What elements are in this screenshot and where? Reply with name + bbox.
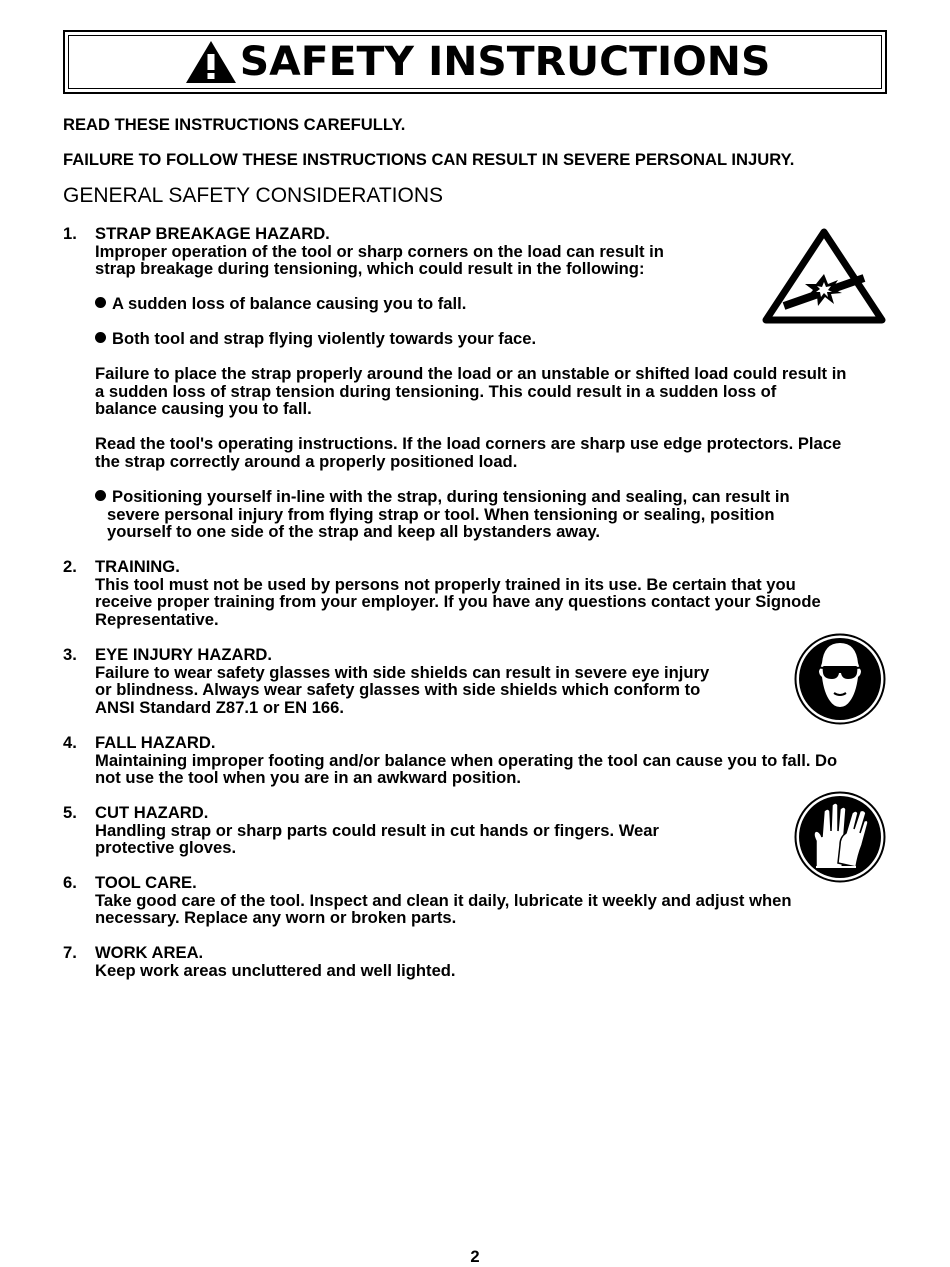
item-line: protective gloves. xyxy=(95,838,237,858)
title-box xyxy=(63,30,887,94)
safety-glasses-icon xyxy=(794,633,886,725)
item-heading: WORK AREA. xyxy=(95,943,204,962)
item-line: Handling strap or sharp parts could result in cut hands or fingers. Wear xyxy=(95,820,659,840)
strap-breakage-warning-icon xyxy=(760,226,888,326)
protective-gloves-icon xyxy=(794,791,886,883)
item-line: severe personal injury from flying strap or tool. When tensioning or sealing, position xyxy=(107,504,775,524)
bullet-item xyxy=(95,295,466,313)
item-line: Keep work areas uncluttered and well lighted. xyxy=(95,960,456,980)
title-box-inner xyxy=(68,35,882,89)
item-number: 4. xyxy=(63,733,77,752)
item-line: Failure to wear safety glasses with side shields can result in severe eye injury xyxy=(95,662,710,682)
intro-line-2: FAILURE TO FOLLOW THESE INSTRUCTIONS CAN RESULT IN SEVERE PERSONAL INJURY. xyxy=(63,150,795,169)
item-line: necessary. Replace any worn or broken parts. xyxy=(95,908,457,928)
page-title: SAFETY INSTRUCTIONS xyxy=(239,39,771,85)
bullet-dot xyxy=(95,490,106,501)
item-line: ANSI Standard Z87.1 or EN 166. xyxy=(95,697,344,717)
item-heading: TRAINING. xyxy=(95,557,180,576)
item-line: balance causing you to fall. xyxy=(95,399,312,419)
item-heading: FALL HAZARD. xyxy=(95,733,216,752)
item-heading: TOOL CARE. xyxy=(95,873,197,892)
item-number: 5. xyxy=(63,803,77,822)
item-line: or blindness. Always wear safety glasses with side shields which conform to xyxy=(95,680,701,700)
item-line: This tool must not be used by persons not properly trained in its use. Be certain that you xyxy=(95,574,796,594)
item-line: Failure to place the strap properly around the load or an unstable or shifted load could result in xyxy=(95,364,847,383)
item-number: 3. xyxy=(63,645,77,664)
item-number: 7. xyxy=(63,943,77,962)
item-line: Read the tool's operating instructions. If the load corners are sharp use edge protectors. Place xyxy=(95,434,842,453)
item-line: receive proper training from your employer. If you have any questions contact your Signode xyxy=(95,592,821,612)
page-number: 2 xyxy=(470,1247,480,1266)
bullet-text: A sudden loss of balance causing you to fall. xyxy=(112,294,467,313)
item-line: Maintaining improper footing and/or balance when operating the tool can cause you to fall. Do xyxy=(95,750,838,770)
item-line: not use the tool when you are in an awkward position. xyxy=(95,768,521,788)
item-number: 6. xyxy=(63,873,77,892)
item-heading: STRAP BREAKAGE HAZARD. xyxy=(95,224,330,243)
item-line: yourself to one side of the strap and keep all bystanders away. xyxy=(107,522,601,542)
item-number: 1. xyxy=(63,224,77,243)
bullet-text: Both tool and strap flying violently towards your face. xyxy=(112,329,537,348)
item-line: Take good care of the tool. Inspect and clean it daily, lubricate it weekly and adjust when xyxy=(95,890,792,910)
item-line: Improper operation of the tool or sharp corners on the load can result in xyxy=(95,241,664,261)
item-heading: EYE INJURY HAZARD. xyxy=(95,645,273,664)
intro-line-1: READ THESE INSTRUCTIONS CAREFULLY. xyxy=(63,115,406,134)
bullet-dot xyxy=(95,332,106,343)
bullet-text: Positioning yourself in-line with the strap, during tensioning and sealing, can result in xyxy=(112,487,790,506)
bullet-dot xyxy=(95,297,106,308)
item-line: the strap correctly around a properly positioned load. xyxy=(95,451,518,471)
bullet-item xyxy=(95,488,790,506)
item-line: strap breakage during tensioning, which could result in the following: xyxy=(95,259,645,279)
item-line: Representative. xyxy=(95,609,219,629)
item-number: 2. xyxy=(63,557,77,576)
warning-triangle-icon xyxy=(185,40,237,84)
bullet-item xyxy=(95,330,536,348)
item-heading: CUT HAZARD. xyxy=(95,803,209,822)
item-line: a sudden loss of strap tension during tensioning. This could result in a sudden loss of xyxy=(95,381,777,401)
section-title: GENERAL SAFETY CONSIDERATIONS xyxy=(63,184,444,207)
